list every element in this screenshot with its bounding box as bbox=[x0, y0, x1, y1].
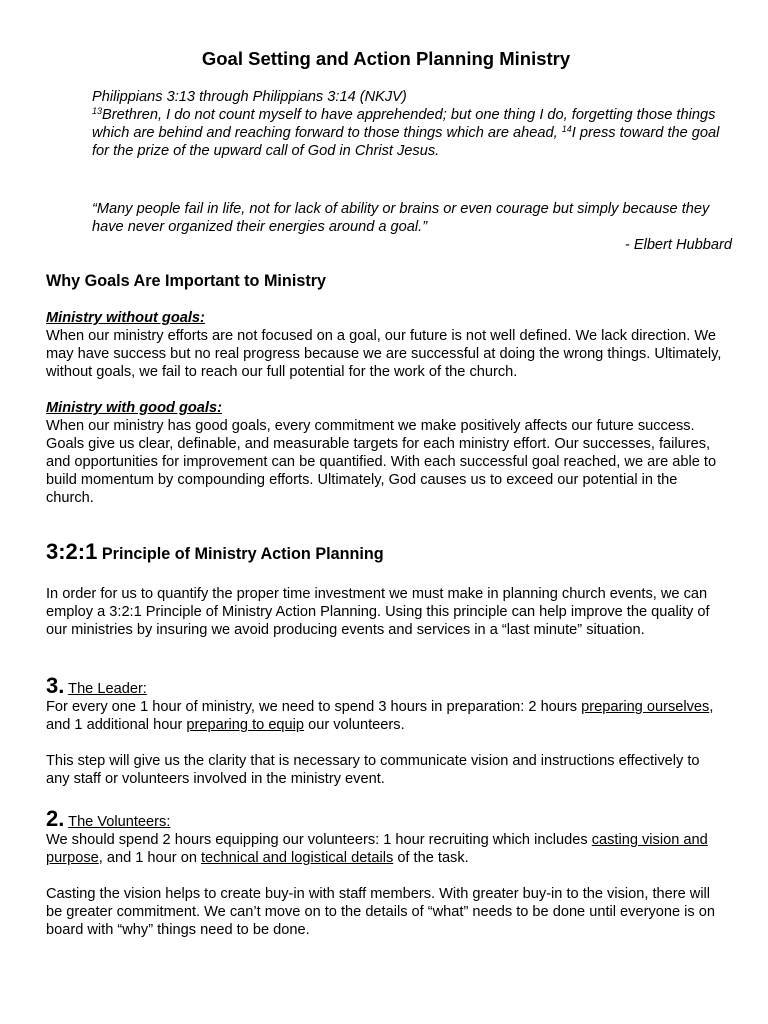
principle-heading-text: Principle of Ministry Action Planning bbox=[101, 545, 384, 563]
quote-block bbox=[92, 200, 732, 254]
scripture-reference: Philippians 3:13 through Philippians 3:14 (NKJV) bbox=[92, 89, 407, 105]
leader-label: The Leader: bbox=[68, 681, 147, 697]
volunteers-text-a: We should spend 2 hours equipping our volunteers: 1 hour recruiting which includes bbox=[46, 832, 592, 848]
preparing-ourselves-text: preparing ourselves bbox=[581, 699, 710, 715]
casting-vision-text: casting vision and purpose bbox=[46, 832, 708, 866]
ministry-without-goals-text: When our ministry efforts are not focused on a goal, our future is not well defined. We lack direction. We may have success but no real progress because we are successful at doing the wrong things. Ultimately, without goals, we fail to reach our full potential for the work of the church. bbox=[46, 328, 722, 380]
leader-paragraph-2: This step will give us the clarity that is necessary to communicate vision and instructions effectively to any staff or volunteers involved in the ministry event. bbox=[46, 753, 700, 787]
volunteers-text-c: of the task. bbox=[393, 850, 469, 866]
volunteers-text-b: , and 1 hour on bbox=[98, 850, 201, 866]
ministry-with-goals-label: Ministry with good goals: bbox=[46, 400, 222, 416]
verse-13-text: Brethren, I do not count myself to have apprehended; but one thing I do, forgetting those things which are behind and reaching forward to those things which are ahead, bbox=[92, 107, 716, 141]
preparing-to-equip-text: preparing to equip bbox=[186, 717, 305, 733]
ministry-with-goals-text: When our ministry has good goals, every commitment we make positively affects our future success. Goals give us clear, definable, and measurable targets for each ministry effort. Our successes, failures, and opportunities for improvement can be quantified. With each successful goal reached, we are able to build momentum by compounding efforts. Ultimately, God causes us to exceed our potential in the church. bbox=[46, 418, 717, 506]
leader-paragraph-1 bbox=[46, 698, 726, 734]
scripture-block bbox=[92, 88, 732, 160]
verse-number-14: 14 bbox=[561, 124, 572, 134]
verse-14-text: I press toward the goal for the prize of the upward call of God in Christ Jesus. bbox=[92, 125, 720, 159]
leader-number: 3. bbox=[46, 673, 65, 698]
leader-heading bbox=[46, 675, 726, 698]
principle-ratio: 3:2:1 bbox=[46, 539, 98, 564]
scripture-text bbox=[92, 106, 732, 160]
volunteers-label: The Volunteers: bbox=[68, 814, 171, 830]
why-goals-heading: Why Goals Are Important to Ministry bbox=[46, 272, 327, 290]
principle-intro-text: In order for us to quantify the proper time investment we must make in planning church events, we can employ a 3:2:1 Principle of Ministry Action Planning. Using this principle can help improve the quality of our ministries by insuring we avoid producing events and services in a “last minute” situation. bbox=[46, 586, 710, 638]
volunteers-number: 2. bbox=[46, 806, 65, 831]
ministry-with-goals-section bbox=[46, 399, 726, 507]
principle-intro bbox=[46, 585, 726, 639]
ministry-without-goals-section bbox=[46, 309, 726, 381]
quote-author: - Elbert Hubbard bbox=[624, 237, 732, 253]
technical-details-text: technical and logistical details bbox=[201, 850, 394, 866]
leader-text-b: , and 1 additional hour bbox=[46, 699, 714, 733]
verse-number-13: 13 bbox=[92, 106, 103, 116]
volunteers-heading bbox=[46, 808, 726, 831]
volunteers-paragraph-2: Casting the vision helps to create buy-in with staff members. With greater buy-in to the vision, there will be greater commitment. We can’t move on to the details of “what” needs to be done until everyone is on board with “why” things need to be done. bbox=[46, 886, 715, 938]
leader-text-c: our volunteers. bbox=[304, 717, 405, 733]
page-title: Goal Setting and Action Planning Ministry bbox=[201, 48, 571, 69]
volunteers-section bbox=[46, 808, 726, 939]
ministry-without-goals-label: Ministry without goals: bbox=[46, 310, 205, 326]
principle-heading bbox=[46, 541, 384, 564]
leader-section bbox=[46, 675, 726, 788]
volunteers-paragraph-1 bbox=[46, 831, 726, 867]
quote-text: “Many people fail in life, not for lack of ability or brains or even courage but simply because they have never organized their energies around a goal.” bbox=[92, 201, 710, 235]
leader-text-a: For every one 1 hour of ministry, we need to spend 3 hours in preparation: 2 hours bbox=[46, 699, 582, 715]
